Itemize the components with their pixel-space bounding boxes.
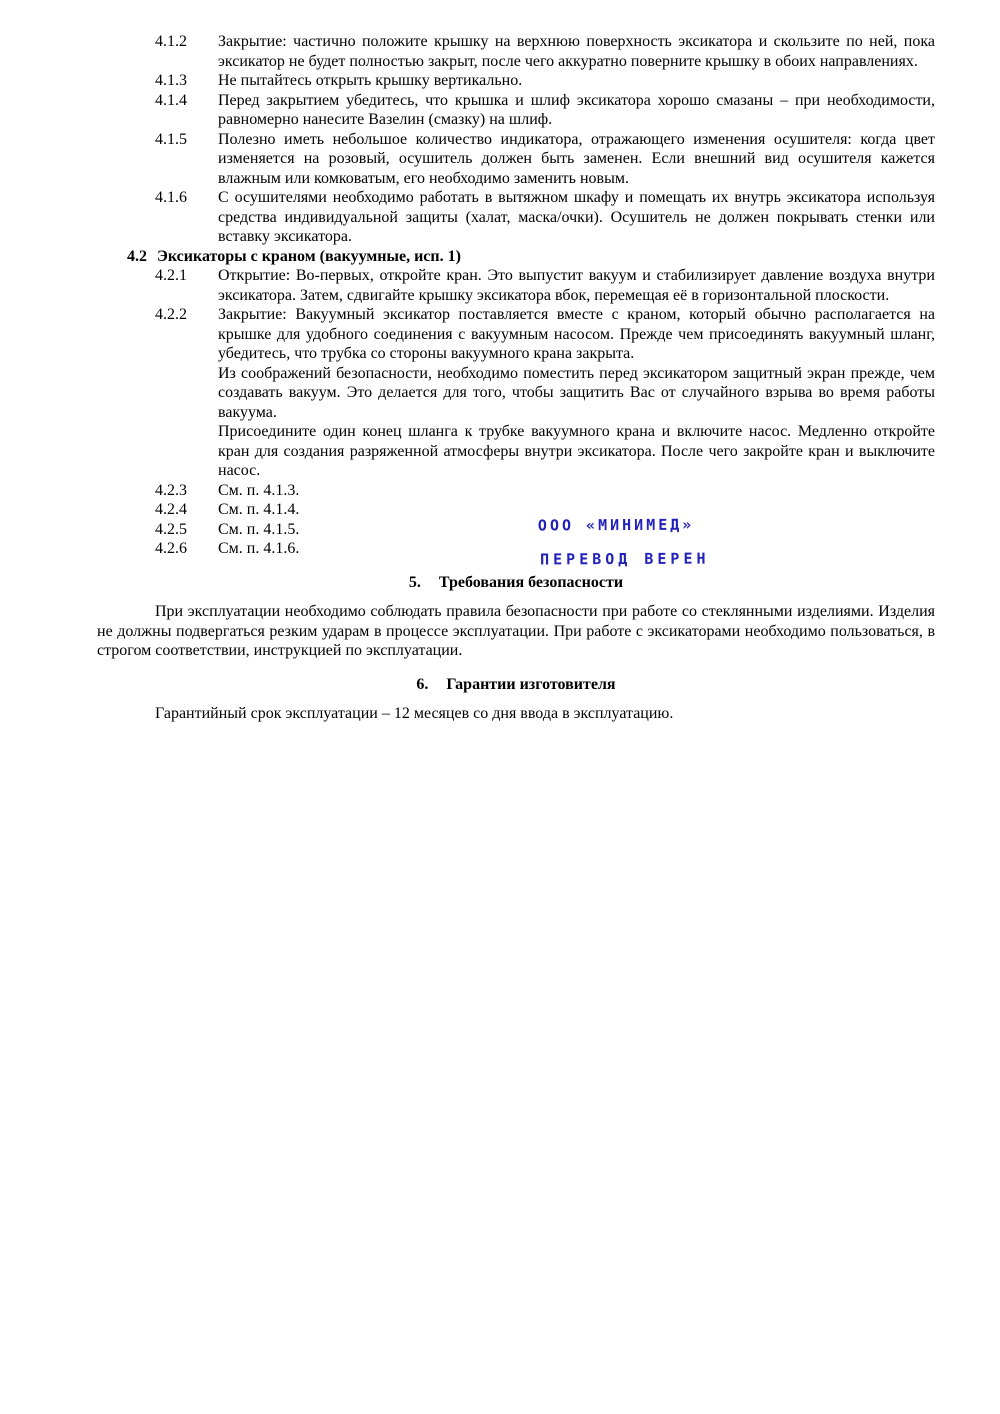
section-number: 6. [416,675,429,693]
section-title: Гарантии изготовителя [446,675,616,693]
translation-stamp [538,516,710,570]
list-item-number: 4.2.6 [155,540,187,557]
list-item-text: См. п. 4.1.4. [218,501,300,518]
subsection-heading-4-2 [127,247,935,267]
list-item-text: См. п. 4.1.5. [218,520,300,538]
list-item [155,130,935,189]
list-item-continuation [155,364,935,423]
list-item [155,91,935,130]
list-item-number: 4.1.5 [155,130,187,148]
list-item-number: 4.2.4 [155,501,187,518]
list-item-number: 4.2.1 [155,267,187,284]
list-item-number: 4.2.2 [155,306,187,323]
list-item-number [155,364,218,423]
list-item-text: Перед закрытием убедитесь, что крышка и шлиф эксикатора хорошо смазаны – при необходимости, равномерно нанесите Вазелин (смазку) на шлиф. [218,91,935,128]
subsection-title: Эксикаторы с краном (вакуумные, исп. 1) [157,247,461,265]
section-heading-6 [97,675,935,695]
subsection-number: 4.2 [127,247,147,265]
list-item-number: 4.1.2 [155,33,187,50]
list-item [155,266,935,305]
list-item [155,188,935,247]
list-item-number: 4.1.4 [155,91,187,109]
list-item [155,481,935,501]
section-5-paragraph: При эксплуатации необходимо соблюдать правила безопасности при работе со стеклянными изделиями. Изделия не должны подвергаться резким ударам в процессе эксплуатации. При работе с эксикаторами необходимо пользоваться, в строгом соответствии, инструкцией по эксплуатации. [97,603,935,659]
section-6-paragraph: Гарантийный срок эксплуатации – 12 месяцев со дня ввода в эксплуатацию. [155,705,674,722]
list-item-number: 4.2.5 [155,520,187,538]
section-number: 5. [408,573,421,591]
list-item [155,305,935,364]
list-item-text: С осушителями необходимо работать в вытяжном шкафу и помещать их внутрь эксикатора используя средства индивидуальной защиты (халат, маска/очки). Осушитель не должен покрывать стенки или вставку эксикатора. [218,189,935,245]
list-item-number [155,422,218,481]
list-item-number: 4.2.3 [155,481,187,499]
list-item-number: 4.1.6 [155,189,187,206]
list-item-continuation [155,422,935,481]
section-heading-5 [97,573,935,593]
section-title: Требования безопасности [438,573,624,591]
stamp-certification-text: ПЕРЕВОД ВЕРЕН [540,549,710,568]
stamp-company-name: ООО «МИНИМЕД» [537,515,695,535]
list-item-text: Полезно иметь небольшое количество индикатора, отражающего изменения осушителя: когда цвет изменяется на розовый, осушитель должен быть заменен. Если внешний вид осушителя кажется влажным или комковатым, его необходимо заменить новым. [218,130,935,187]
list-item [155,32,935,71]
list-item-text: Из соображений безопасности, необходимо поместить перед эксикатором защитный экран прежде, чем создавать вакуум. Это делается для того, чтобы защитить Вас от случайного взрыва во время работы вакуума. [218,364,935,421]
list-item-number: 4.1.3 [155,72,187,89]
list-item-text: Присоедините один конец шланга к трубке вакуумного крана и включите насос. Медленно откройте кран для создания разряженной атмосферы внутри эксикатора. После чего закройте кран и выключите насос. [218,423,935,479]
list-item [155,71,935,91]
list-item-text: Не пытайтесь открыть крышку вертикально. [218,72,523,89]
list-item-text: Открытие: Во-первых, откройте кран. Это выпустит вакуум и стабилизирует давление воздуха внутри эксикатора. Затем, сдвигайте крышку эксикатора вбок, перемещая её в горизонтальной плоскости. [218,267,935,304]
list-item-text: См. п. 4.1.3. [218,481,300,499]
list-item-text: Закрытие: Вакуумный эксикатор поставляется вместе с краном, который обычно располагается на крышке для удобного соединения с вакуумным насосом. Прежде чем присоединять вакуумный шланг, убедитесь, что трубка со стороны вакуумного крана закрыта. [218,306,935,362]
list-item-text: См. п. 4.1.6. [218,540,300,557]
list-item-text: Закрытие: частично положите крышку на верхнюю поверхность эксикатора и скользите по ней, пока эксикатор не будет полностью закрыт, после чего аккуратно поверните крышку в обоих направлениях. [218,33,935,70]
